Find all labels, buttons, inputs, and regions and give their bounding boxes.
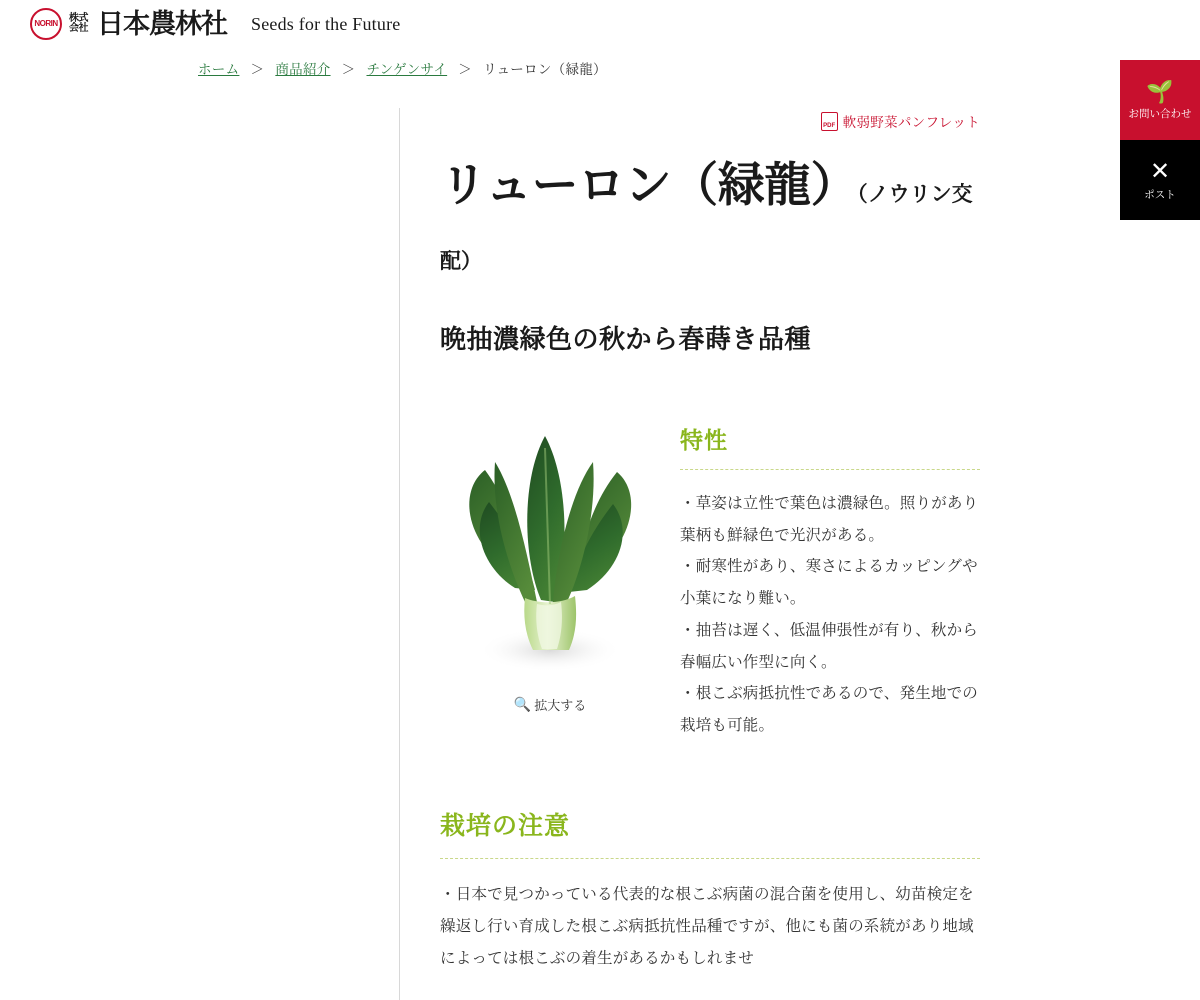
zoom-image-label: 拡大する — [534, 697, 587, 713]
content-divider — [399, 108, 400, 1000]
breadcrumb-item-category[interactable]: チンゲンサイ — [366, 62, 448, 77]
x-post-button-label: ポスト — [1144, 188, 1176, 201]
bok-choy-image — [445, 418, 655, 683]
product-detail-block — [440, 418, 980, 742]
site-logo[interactable] — [30, 8, 227, 40]
page-title-maker: （ノウリン交配） — [440, 183, 973, 273]
cultivation-notes-text — [440, 879, 980, 974]
product-subtitle: 晩抽濃緑色の秋から春蒔き品種 — [440, 324, 812, 355]
characteristics-list — [680, 488, 980, 742]
section-divider — [680, 469, 980, 470]
section-divider — [440, 858, 980, 859]
sprout-icon: 🌱 — [1146, 78, 1174, 104]
zoom-image-button[interactable] — [514, 695, 586, 714]
product-photo[interactable] — [445, 418, 655, 683]
site-tagline: Seeds for the Future — [251, 13, 401, 34]
breadcrumb-item-products[interactable]: 商品紹介 — [275, 62, 331, 77]
contact-button[interactable] — [1120, 60, 1200, 140]
x-logo-icon: ✕ — [1149, 157, 1171, 185]
x-post-button[interactable] — [1120, 140, 1200, 220]
list-item: ・日本で見つかっている代表的な根こぶ病菌の混合菌を使用し、幼苗検定を繰返し行い育成した根こぶ病抵抗性品種ですが、他にも菌の系統があり地域によっては根こぶの着生があるかもしれませ — [440, 885, 974, 967]
logo-company-name: 日本農林社 — [97, 8, 227, 39]
list-item: ・抽苔は遅く、低温伸張性が有り、秋から春幅広い作型に向く。 — [680, 621, 978, 671]
breadcrumb-item-home[interactable]: ホーム — [198, 62, 240, 77]
characteristics-column — [680, 418, 980, 742]
pdf-icon: PDF — [821, 112, 838, 131]
side-button-group — [1120, 60, 1200, 220]
section-heading-characteristics: 特性 — [680, 426, 728, 453]
breadcrumb-separator: ＞ — [458, 62, 472, 77]
logo-mark-text: NORIN — [34, 19, 58, 28]
product-photo-column — [440, 418, 660, 742]
main-content — [440, 108, 980, 974]
pamphlet-link[interactable]: 軟弱野菜パンフレット — [842, 115, 980, 130]
site-header — [0, 0, 1200, 48]
list-item: ・根こぶ病抵抗性であるので、発生地での栽培も可能。 — [680, 685, 978, 735]
pamphlet-link-row — [440, 108, 980, 134]
list-item: ・耐寒性があり、寒さによるカッピングや小葉になり難い。 — [680, 558, 978, 608]
breadcrumb — [198, 58, 607, 78]
breadcrumb-item-current: リューロン（緑龍） — [483, 62, 607, 77]
contact-button-label: お問い合わせ — [1128, 107, 1192, 120]
norin-logo-icon — [30, 8, 62, 40]
breadcrumb-separator: ＞ — [341, 62, 356, 77]
magnifier-icon: 🔍 — [513, 696, 532, 713]
section-heading-cultivation: 栽培の注意 — [440, 811, 571, 840]
page-title — [440, 152, 980, 285]
page-title-text: リューロン（緑龍） — [440, 158, 858, 211]
list-item: ・草姿は立性で葉色は濃緑色。照りがあり葉柄も鮮緑色で光沢がある。 — [680, 494, 979, 544]
breadcrumb-separator: ＞ — [250, 62, 265, 77]
logo-company-prefix: 株式会社 — [69, 12, 88, 34]
cultivation-notes-section — [440, 806, 980, 974]
